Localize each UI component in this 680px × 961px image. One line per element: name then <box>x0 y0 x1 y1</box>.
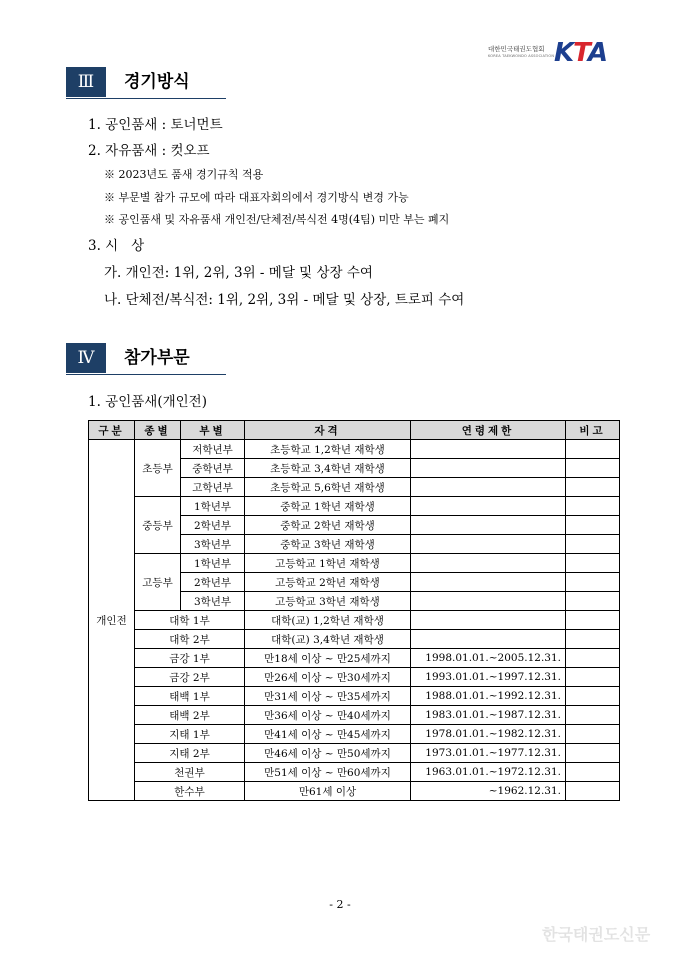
competition-note-1: ※ 2023년도 품새 경기규칙 적용 <box>104 168 264 181</box>
age-cell <box>411 592 566 611</box>
qualification-cell: 만51세 이상 ~ 만60세까지 <box>245 763 411 782</box>
age-cell <box>411 554 566 573</box>
qualification-cell: 만61세 이상 <box>245 782 411 801</box>
division-cell: 한수부 <box>135 782 245 801</box>
qualification-cell: 중학교 1학년 재학생 <box>245 497 411 516</box>
qualification-cell: 고등학교 2학년 재학생 <box>245 573 411 592</box>
note-cell <box>566 535 620 554</box>
qualification-cell: 초등학교 3,4학년 재학생 <box>245 459 411 478</box>
table-row <box>89 725 620 744</box>
age-cell: 1983.01.01.~1987.12.31. <box>411 706 566 725</box>
division-cell: 2학년부 <box>181 573 245 592</box>
note-cell <box>566 573 620 592</box>
age-cell <box>411 516 566 535</box>
header-note: 비고 <box>566 421 620 440</box>
note-cell <box>566 763 620 782</box>
division-cell: 1학년부 <box>181 497 245 516</box>
note-cell <box>566 516 620 535</box>
age-cell: 1993.01.01.~1997.12.31. <box>411 668 566 687</box>
qualification-cell: 만46세 이상 ~ 만50세까지 <box>245 744 411 763</box>
note-cell <box>566 687 620 706</box>
table-row <box>89 706 620 725</box>
table-row <box>89 497 620 516</box>
award-team: 나. 단체전/복식전: 1위, 2위, 3위 - 메달 및 상장, 트로피 수여 <box>104 292 465 308</box>
section-underline <box>66 374 226 375</box>
age-cell: 1988.01.01.~1992.12.31. <box>411 687 566 706</box>
qualification-cell: 고등학교 3학년 재학생 <box>245 592 411 611</box>
table-header-row <box>89 421 620 440</box>
qualification-cell: 만41세 이상 ~ 만45세까지 <box>245 725 411 744</box>
note-cell <box>566 497 620 516</box>
table-row <box>89 630 620 649</box>
competition-note-2: ※ 부문별 참가 규모에 따라 대표자회의에서 경기방식 변경 가능 <box>104 191 409 204</box>
qualification-cell: 만18세 이상 ~ 만25세까지 <box>245 649 411 668</box>
header-division: 부별 <box>181 421 245 440</box>
competition-note-3: ※ 공인품새 및 자유품새 개인전/단체전/복식전 4명(4팀) 미만 부는 폐지 <box>104 213 450 226</box>
table-row <box>89 744 620 763</box>
table-row <box>89 668 620 687</box>
award-individual: 가. 개인전: 1위, 2위, 3위 - 메달 및 상장 수여 <box>104 265 373 281</box>
qualification-cell: 고등학교 1학년 재학생 <box>245 554 411 573</box>
table-row <box>89 687 620 706</box>
division-cell: 금강 2부 <box>135 668 245 687</box>
age-cell <box>411 478 566 497</box>
qualification-cell: 중학교 3학년 재학생 <box>245 535 411 554</box>
header-type: 종별 <box>135 421 181 440</box>
table-row <box>89 611 620 630</box>
division-cell: 태백 2부 <box>135 706 245 725</box>
group-cell: 초등부 <box>135 440 181 497</box>
table-row <box>89 763 620 782</box>
division-cell: 3학년부 <box>181 592 245 611</box>
note-cell <box>566 706 620 725</box>
division-cell: 대학 1부 <box>135 611 245 630</box>
header-qualification: 자격 <box>245 421 411 440</box>
age-cell <box>411 535 566 554</box>
age-cell: 1963.01.01.~1972.12.31. <box>411 763 566 782</box>
age-cell <box>411 573 566 592</box>
group-cell: 고등부 <box>135 554 181 611</box>
qualification-cell: 초등학교 5,6학년 재학생 <box>245 478 411 497</box>
section-title: 경기방식 <box>124 72 190 92</box>
note-cell <box>566 668 620 687</box>
table-row <box>89 554 620 573</box>
division-cell: 고학년부 <box>181 478 245 497</box>
note-cell <box>566 459 620 478</box>
age-cell <box>411 459 566 478</box>
division-table <box>88 420 620 801</box>
kta-logo <box>488 38 607 68</box>
division-cell: 천권부 <box>135 763 245 782</box>
note-cell <box>566 611 620 630</box>
division-cell: 중학년부 <box>181 459 245 478</box>
logo-org-name: 대한민국태권도협회 <box>488 45 545 53</box>
competition-item-3: 3. 시 상 <box>88 238 145 254</box>
division-cell: 지태 1부 <box>135 725 245 744</box>
section-title: 참가부문 <box>124 348 190 368</box>
age-cell: 1978.01.01.~1982.12.31. <box>411 725 566 744</box>
qualification-cell: 초등학교 1,2학년 재학생 <box>245 440 411 459</box>
division-subtitle: 1. 공인품새(개인전) <box>88 394 207 410</box>
note-cell <box>566 478 620 497</box>
division-cell: 1학년부 <box>181 554 245 573</box>
age-cell: 1973.01.01.~1977.12.31. <box>411 744 566 763</box>
logo-mark: KTA <box>554 38 607 68</box>
section-number-badge: Ⅳ <box>66 343 106 373</box>
table-row <box>89 649 620 668</box>
note-cell <box>566 782 620 801</box>
newspaper-watermark: 한국태권도신문 <box>542 925 651 944</box>
section-underline <box>66 98 226 99</box>
division-cell: 2학년부 <box>181 516 245 535</box>
division-cell: 3학년부 <box>181 535 245 554</box>
division-cell: 저학년부 <box>181 440 245 459</box>
qualification-cell: 만26세 이상 ~ 만30세까지 <box>245 668 411 687</box>
category-cell: 개인전 <box>89 440 135 801</box>
note-cell <box>566 630 620 649</box>
age-cell <box>411 440 566 459</box>
division-cell: 대학 2부 <box>135 630 245 649</box>
qualification-cell: 대학(교) 3,4학년 재학생 <box>245 630 411 649</box>
note-cell <box>566 592 620 611</box>
age-cell: 1998.01.01.~2005.12.31. <box>411 649 566 668</box>
qualification-cell: 중학교 2학년 재학생 <box>245 516 411 535</box>
note-cell <box>566 744 620 763</box>
header-age-limit: 연령제한 <box>411 421 566 440</box>
header-category: 구분 <box>89 421 135 440</box>
age-cell <box>411 611 566 630</box>
group-cell: 중등부 <box>135 497 181 554</box>
competition-item-1: 1. 공인품새 : 토너먼트 <box>88 117 223 133</box>
table-row <box>89 782 620 801</box>
logo-org-name-en: KOREA TAEKWONDO ASSOCIATION <box>488 54 555 58</box>
note-cell <box>566 649 620 668</box>
competition-item-2: 2. 자유품새 : 컷오프 <box>88 143 210 159</box>
division-cell: 지태 2부 <box>135 744 245 763</box>
qualification-cell: 대학(교) 1,2학년 재학생 <box>245 611 411 630</box>
note-cell <box>566 725 620 744</box>
age-cell: ~1962.12.31. <box>411 782 566 801</box>
section-number-badge: Ⅲ <box>66 67 106 97</box>
qualification-cell: 만31세 이상 ~ 만35세까지 <box>245 687 411 706</box>
division-cell: 태백 1부 <box>135 687 245 706</box>
division-cell: 금강 1부 <box>135 649 245 668</box>
table-row <box>89 440 620 459</box>
note-cell <box>566 440 620 459</box>
note-cell <box>566 554 620 573</box>
page-number: - 2 - <box>329 898 351 911</box>
qualification-cell: 만36세 이상 ~ 만40세까지 <box>245 706 411 725</box>
age-cell <box>411 497 566 516</box>
age-cell <box>411 630 566 649</box>
